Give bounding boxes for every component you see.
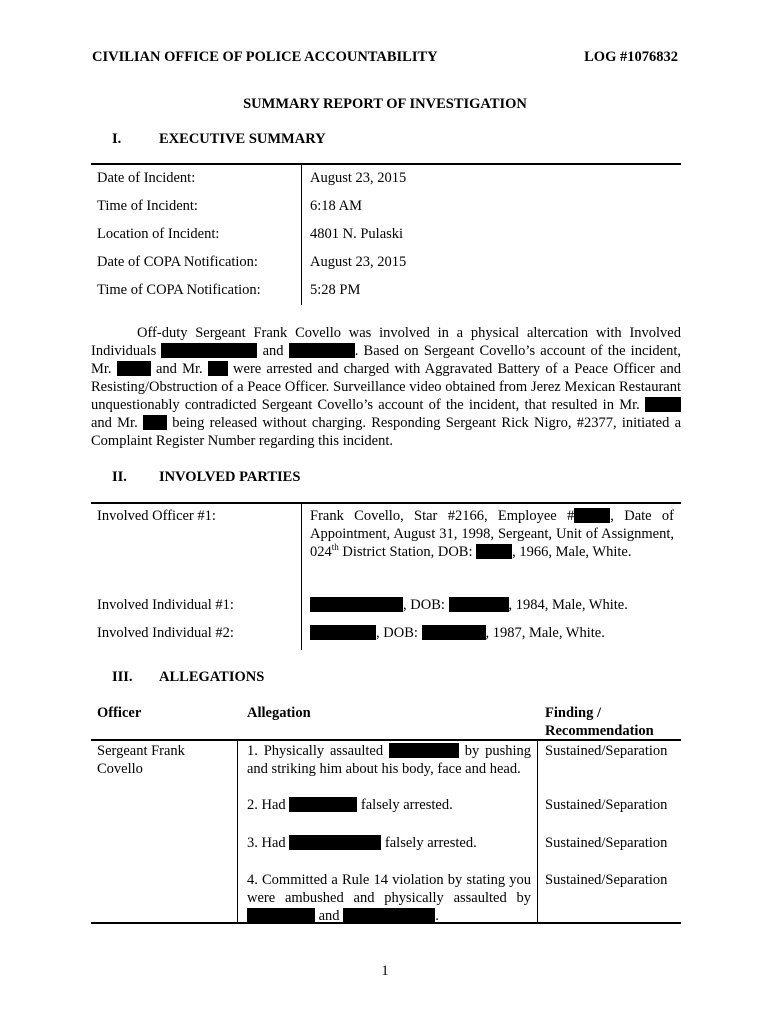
superscript: th — [331, 542, 339, 553]
section-3-number: III. — [112, 669, 133, 685]
executive-summary-narrative — [91, 324, 681, 450]
narrative-text: Off-duty Sergeant Frank Covello was involved in a physical altercation with Involved Individuals — [91, 325, 681, 359]
summary-label: Location of Incident: — [97, 226, 220, 242]
narrative-text: being released without charging. Responding Sergeant Rick Nigro, #2377, initiated a Complaint Register Number regarding this incident. — [91, 415, 681, 449]
allegation-text: falsely arrested. — [384, 835, 477, 851]
allegation-text: 3. Had — [247, 835, 286, 851]
redaction — [143, 415, 167, 430]
allegation-text: falsely arrested. — [360, 797, 453, 813]
header-allegation: Allegation — [247, 705, 311, 721]
redaction — [289, 343, 355, 358]
redaction — [161, 343, 257, 358]
summary-label: Time of Incident: — [97, 198, 198, 214]
narrative-text: were arrested and charged with Aggravated Battery of a Peace Officer and Resisting/Obstruction of a Peace Officer. Surveillance video obtained from Jerez Mexican Restaurant unquestionably contradicted Sergeant Covello’s account of the incident, that resulted in Mr. — [91, 361, 682, 413]
redaction — [343, 908, 435, 923]
party-text: Frank Covello, Star #2166, Employee # — [310, 508, 575, 524]
allegation-text: by pushing and striking him about his body, face and head. — [247, 743, 531, 777]
section-2-number: II. — [112, 469, 127, 485]
header-officer: Officer — [97, 705, 142, 721]
finding-2: Sustained/Separation — [545, 797, 668, 813]
executive-summary-table — [91, 163, 681, 308]
finding-3: Sustained/Separation — [545, 835, 668, 851]
agency-header: CIVILIAN OFFICE OF POLICE ACCOUNTABILITY — [92, 49, 438, 65]
redaction — [422, 625, 486, 640]
redaction — [289, 797, 357, 812]
summary-value: 5:28 PM — [310, 282, 361, 298]
party-value — [310, 507, 674, 561]
redaction — [310, 625, 376, 640]
summary-value: 4801 N. Pulaski — [310, 226, 404, 242]
party-label: Involved Individual #1: — [97, 597, 234, 613]
summary-label: Date of Incident: — [97, 170, 196, 186]
allegation-4 — [247, 871, 531, 925]
summary-value: August 23, 2015 — [310, 254, 407, 270]
page-number: 1 — [381, 963, 389, 979]
party-text: , DOB: — [376, 625, 418, 641]
section-3-title: ALLEGATIONS — [159, 669, 265, 685]
involved-parties-table — [91, 502, 681, 652]
log-number: LOG #1076832 — [584, 49, 678, 65]
redaction — [289, 835, 381, 850]
allegation-3 — [247, 834, 531, 852]
party-text: , 1987, Male, White. — [485, 625, 605, 641]
party-text: , 1966, Male, White. — [512, 544, 632, 560]
allegations-table — [91, 700, 681, 926]
party-text: , Date of Appointment, August 31, 1998, Sergeant, Unit of Assignment, 024 — [310, 508, 674, 560]
redaction — [645, 397, 681, 412]
finding-1: Sustained/Separation — [545, 743, 668, 759]
allegation-text: 4. Committed a Rule 14 violation by stating you were ambushed and physically assaulted by — [247, 872, 531, 906]
party-text: District Station, DOB: — [338, 544, 473, 560]
narrative-text: and Mr. — [91, 415, 138, 431]
party-value — [310, 596, 674, 614]
header-finding: Finding / Recommendation — [545, 705, 654, 739]
summary-value: 6:18 AM — [310, 198, 362, 214]
summary-value: August 23, 2015 — [310, 170, 407, 186]
allegation-text: and — [318, 908, 340, 924]
redaction — [476, 544, 512, 559]
allegation-2 — [247, 796, 531, 814]
officer-name: Sergeant Frank Covello — [97, 743, 185, 777]
party-text: , DOB: — [403, 597, 445, 613]
party-label: Involved Officer #1: — [97, 508, 216, 524]
narrative-text: . Based on Sergeant Covello’s account of the incident, Mr. — [91, 343, 682, 377]
redaction — [117, 361, 151, 376]
redaction — [449, 597, 509, 612]
finding-4: Sustained/Separation — [545, 872, 668, 888]
summary-label: Time of COPA Notification: — [97, 282, 261, 298]
allegation-text: 2. Had — [247, 797, 286, 813]
section-1-title: EXECUTIVE SUMMARY — [159, 131, 326, 147]
redaction — [310, 597, 403, 612]
redaction — [389, 743, 459, 758]
redaction — [247, 908, 315, 923]
report-title: SUMMARY REPORT OF INVESTIGATION — [243, 96, 527, 112]
allegation-1 — [247, 742, 531, 778]
summary-label: Date of COPA Notification: — [97, 254, 258, 270]
allegation-text: . — [435, 908, 439, 924]
allegation-text: 1. Physically assaulted — [247, 743, 384, 759]
redaction — [574, 508, 610, 523]
narrative-text: and Mr. — [155, 361, 203, 377]
party-text: , 1984, Male, White. — [508, 597, 628, 613]
section-2-title: INVOLVED PARTIES — [159, 469, 301, 485]
party-label: Involved Individual #2: — [97, 625, 234, 641]
section-1-number: I. — [112, 131, 122, 147]
redaction — [208, 361, 228, 376]
party-value — [310, 624, 674, 642]
narrative-text: and — [262, 343, 284, 359]
